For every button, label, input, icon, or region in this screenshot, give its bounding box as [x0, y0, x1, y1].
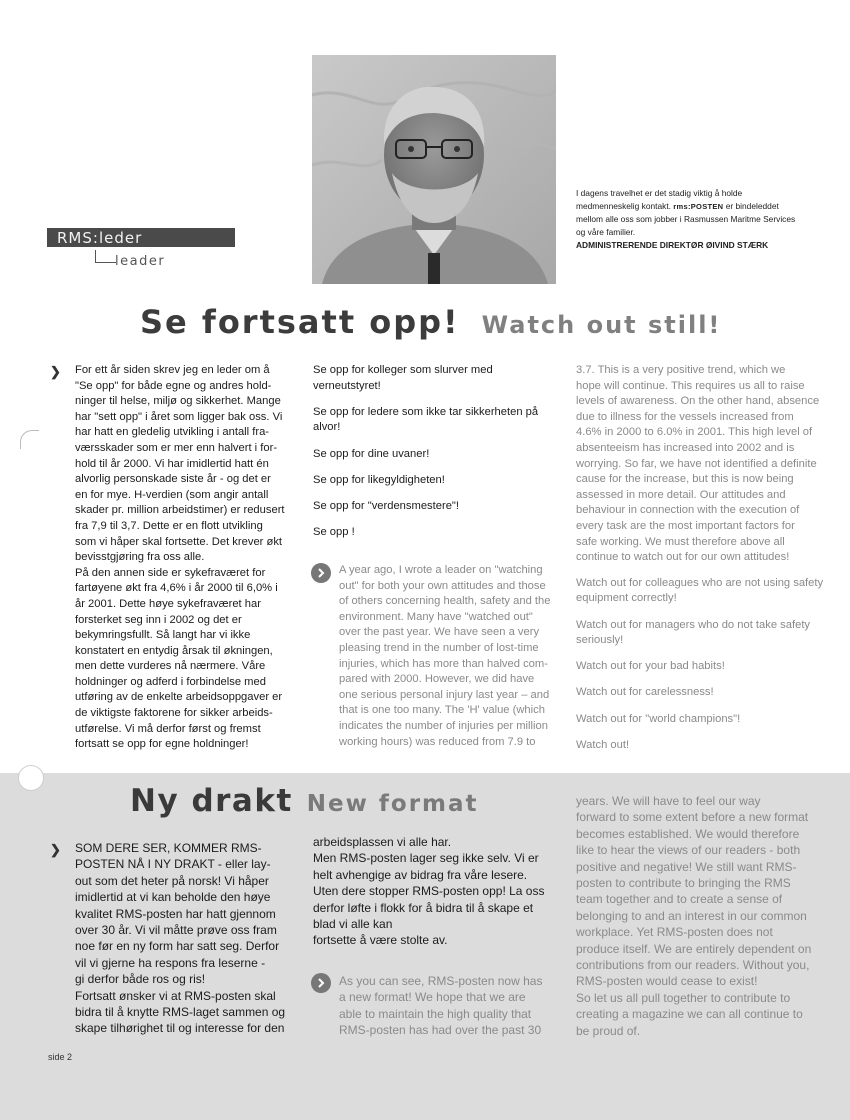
text-line: levels of awareness. On the other hand, absence [576, 395, 820, 408]
text-line: belonging to and an interest in our common [576, 908, 807, 923]
text-line: environment. Many have "watched out" [339, 610, 533, 623]
article2-col2-no [313, 834, 563, 949]
text-line: værsskader som er mer enn halvert i for- [75, 441, 278, 454]
text-line: imidlertid at vi kan beholde den høye [75, 890, 271, 905]
text-line: becomes established. We would therefore [576, 826, 800, 841]
text-line: like to hear the views of our readers - both [576, 843, 801, 858]
article1-col2-no [313, 363, 558, 551]
text-line: contributions from our readers. Without you, [576, 958, 810, 973]
paragraph: Se opp for kolleger som slurver med verneutstyret! [313, 364, 493, 392]
text-line: safe working. We must therefore above all [576, 535, 785, 548]
chevron-right-icon: ❯ [50, 364, 61, 379]
text-line: due to illness for the vessels increased from [576, 410, 794, 423]
paragraph: Se opp for likegyldigheten! [313, 473, 445, 486]
margin-mark [20, 430, 39, 449]
article1-col3 [576, 363, 838, 764]
article2-col3 [576, 793, 838, 1039]
text-line: posten to contribute to bringing the RMS [576, 876, 791, 891]
text-line: arbeidsplassen vi alle har. [313, 835, 452, 849]
text-line: som vi håper skal fortsette. Det krever økt [75, 535, 283, 548]
text-line: 4.6% in 2000 to 6.0% in 2001. This high level of [576, 426, 813, 439]
text-line: utførelse. Vi må derfor først og fremst [75, 722, 261, 735]
chevron-right-icon: ❯ [50, 842, 61, 857]
caption-line [576, 200, 841, 213]
page-number: side 2 [48, 1052, 73, 1062]
text-line: de viktigste faktorene for sikker arbeids- [75, 707, 273, 720]
text-line: For ett år siden skrev jeg en leder om å [75, 364, 270, 376]
caption-brand: rms:POSTEN [673, 202, 724, 211]
text-line: fra 7,9 til 3,7. Dette er en flott utvikling [75, 519, 263, 532]
text-line: derfor løfte i flokk for å bidra til å skape et [313, 900, 534, 915]
text-line: be proud of. [576, 1023, 641, 1038]
article2-title-en: New format [306, 791, 479, 817]
text-line: hold til år 2000. Vi har imidlertid hatt én [75, 457, 269, 470]
text-line: SOM DERE SER, KOMMER RMS- [75, 841, 262, 855]
text-line: kvalitet RMS-posten har hatt gjennom [75, 906, 276, 921]
text-line: forsterket seg inn i 2002 og det er [75, 613, 242, 626]
section-label: RMS:leder [57, 229, 143, 247]
paragraph: Se opp ! [313, 526, 355, 539]
text-line: forward to some extent before a new format [576, 810, 809, 825]
text-line: Uten dere stopper RMS-posten opp! La oss [313, 884, 545, 899]
text-line: blad vi alle kan [313, 917, 393, 932]
text-line: helt avhengige av bidrag fra våre lesere. [313, 867, 528, 882]
paragraph: Watch out! [576, 738, 630, 751]
caption-line: mellom alle oss som jobber i Rasmussen Maritme Services [576, 214, 796, 224]
paragraph: Watch out for managers who do not take safety seriously! [576, 618, 811, 647]
text-line: that is one too many. The 'H' value (which [339, 704, 545, 717]
text-line: gi derfor både ros og ris! [75, 972, 206, 987]
section-sub-label: leader [115, 254, 166, 269]
text-line: holdninger og adferd i forbindelse med [75, 675, 266, 688]
text-line: workplace. Yet RMS-posten does not [576, 925, 773, 940]
text-line: produce itself. We are entirely dependent on [576, 941, 812, 956]
text-line: Fortsatt ønsker vi at RMS-posten skal [75, 988, 276, 1003]
paragraph: Se opp for ledere som ikke tar sikkerheten på alvor! [313, 405, 539, 434]
text-line: team together and to create a sense of [576, 892, 783, 907]
text-line: pleasing trend in the number of lost-time [339, 641, 539, 654]
text-line: injuries, which has more than halved com- [339, 657, 548, 670]
text-line: indicates the number of injuries per million [339, 719, 548, 732]
text-line: fortsatt se opp for egne holdninger! [75, 738, 249, 751]
text-line: out" for both your own attitudes and those [339, 579, 546, 592]
text-line: A year ago, I wrote a leader on "watching [339, 564, 543, 576]
spacer [576, 566, 838, 576]
text-line: skape tilhørighet til og interesse for den [75, 1021, 285, 1036]
punch-hole [18, 765, 44, 791]
text-line: behaviour in connection with the execution of [576, 504, 800, 517]
article1-col1 [75, 363, 300, 753]
text-line: absenteeism has increased into 2002 and is [576, 441, 795, 454]
text-line: konstatert en entydig årsak til økningen, [75, 644, 273, 657]
text-line: har "sett opp" i året som ligger bak oss. Vi [75, 410, 283, 423]
text-line: en for mye. H-verdien (som angir antall [75, 488, 269, 501]
text-line: over the past year. We have seen a very [339, 626, 540, 639]
article1-title-no: Se fortsatt opp! [140, 303, 460, 341]
text-line: år 2001. Dette høye sykefraværet har [75, 597, 261, 610]
text-line: pared with 2000. However, we did have [339, 673, 535, 686]
text-line: skader pr. million arbeidstimer) er redusert [75, 504, 285, 517]
text-line: 3.7. This is a very positive trend, which we [576, 364, 786, 376]
text-line: years. We will have to feel our way [576, 794, 761, 808]
text-line: creating a magazine we can all continue to [576, 1007, 803, 1022]
text-line: worrying. So far, we have not identified a definite [576, 457, 817, 470]
paragraph: Se opp for "verdensmestere"! [313, 499, 459, 512]
circle-arrow-icon [311, 973, 331, 993]
text-line: men dette vurderes nå nærmere. Våre [75, 660, 266, 673]
text-line: RMS-posten would cease to exist! [576, 974, 758, 989]
paragraph: Watch out for "world champions"! [576, 712, 741, 725]
text-line: hope will continue. This requires us all to raise [576, 379, 805, 392]
caption-signature: ADMINISTRERENDE DIREKTØR ØIVIND STÆRK [576, 240, 769, 250]
text-line: positive and negative! We still want RMS- [576, 859, 797, 874]
text-line: bevisstgjøring fra oss alle. [75, 551, 205, 564]
text-line: one serious personal injury last year – and [339, 688, 550, 701]
article1-col2-en [339, 563, 564, 750]
portrait-illustration [312, 55, 556, 284]
text-line: alvorlig personskade siste år - og det er [75, 473, 271, 486]
caption-text: medmenneskelig kontakt. [576, 201, 674, 211]
text-line: continue to watch out for our own attitudes! [576, 551, 790, 564]
article2-headline [130, 783, 479, 819]
text-line: RMS-posten has had over the past 30 [339, 1023, 542, 1038]
text-line: Men RMS-posten lager seg ikke selv. Vi er [313, 851, 539, 866]
caption-line: og våre familier. [576, 227, 636, 237]
text-line: of others concerning health, safety and the [339, 595, 551, 608]
text-line: fortsette å være stolte av. [313, 933, 448, 948]
article2-title-no: Ny drakt [130, 783, 293, 819]
article2-col1 [75, 840, 307, 1037]
paragraph: Watch out for your bad habits! [576, 660, 725, 673]
text-line: assessed in more detail. Our attitudes and [576, 488, 786, 501]
text-line: able to maintain the high quality that [339, 1006, 532, 1021]
photo-caption [576, 187, 841, 252]
circle-arrow-icon [311, 563, 331, 583]
text-line: utføring av de enkelte arbeidsoppgaver er [75, 691, 283, 704]
section-sub-connector [95, 250, 116, 263]
article1-title-en: Watch out still! [481, 311, 722, 339]
article1-headline [140, 303, 721, 341]
text-line: As you can see, RMS-posten now has [339, 974, 543, 988]
text-line: "Se opp" for både egne og andres hold- [75, 379, 272, 392]
article2-col2-en [339, 973, 564, 1039]
text-line: working hours) was reduced from 7.9 to [339, 735, 536, 748]
text-line: fartøyene økt fra 4,6% i år 2000 til 6,0% i [75, 582, 278, 595]
paragraph: Watch out for colleagues who are not using safety equipment correctly! [576, 576, 824, 605]
text-line: bidra til å knytte RMS-laget sammen og [75, 1005, 286, 1020]
paragraph: Se opp for dine uvaner! [313, 447, 430, 460]
text-line: På den annen side er sykefraværet for [75, 566, 266, 579]
text-line: ninger til helse, miljø og sikkerhet. Mange [75, 395, 281, 408]
text-line: cause for the increase, but this is now being [576, 473, 794, 486]
portrait-photo [312, 55, 556, 284]
text-line: bekymringsfullt. Så langt har vi ikke [75, 629, 251, 642]
text-line: vil vi gjerne ha respons fra leserne - [75, 955, 266, 970]
section-label-bar [47, 228, 235, 247]
text-line: noe før en ny form har satt seg. Derfor [75, 939, 280, 954]
text-line: So let us all pull together to contribute to [576, 990, 791, 1005]
text-line: har hatt en gledelig utvikling i antall fra- [75, 426, 270, 439]
text-line: over 30 år. Vi vil måtte prøve oss fram [75, 923, 277, 938]
paragraph: Watch out for carelessness! [576, 686, 714, 699]
text-line: POSTEN NÅ I NY DRAKT - eller lay- [75, 857, 271, 872]
text-line: out som det heter på norsk! Vi håper [75, 873, 269, 888]
text-line: every task are the most important factors for [576, 519, 795, 532]
text-line: a new format! We hope that we are [339, 990, 526, 1005]
caption-text: er bindeleddet [723, 201, 779, 211]
caption-line: I dagens travelhet er det stadig viktig å holde [576, 188, 743, 198]
